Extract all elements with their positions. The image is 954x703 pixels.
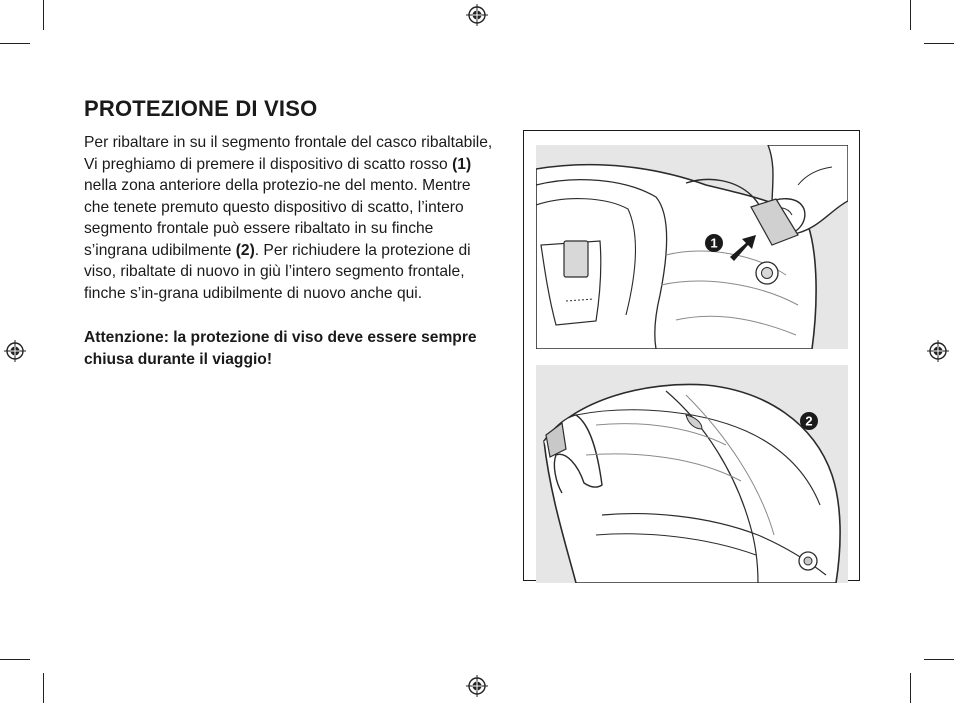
registration-mark-top-icon [466, 4, 488, 26]
warning-text: Attenzione: la protezione di viso deve essere sempre chiusa durante il viaggio! [84, 329, 477, 368]
illustration-release-button [536, 145, 848, 349]
section-title: PROTEZIONE DI VISO [84, 96, 318, 121]
crop-mark-top-right-h [924, 43, 954, 44]
crop-mark-bottom-left-h [0, 659, 30, 660]
instructions-text-1: Per ribaltare in su il segmento frontale del casco ribaltabile, Vi preghiamo di premere il dispositivo di scatto rosso [84, 134, 493, 173]
illustration-frame [523, 130, 860, 581]
reference-2: (2) [235, 241, 255, 259]
instructions-text-3: . Per richiudere la protezione di viso, ribaltate di nuovo in giù l’intero segmento frontale, finche s’in-grana udibilmente di nuovo anche qui. [84, 241, 471, 302]
registration-mark-left-icon [4, 340, 26, 362]
instructions-paragraph [84, 132, 494, 304]
registration-mark-right-icon [927, 340, 949, 362]
crop-mark-bottom-right-h [924, 659, 954, 660]
crop-mark-top-left-v [43, 0, 44, 30]
crop-mark-top-right-v [910, 0, 911, 30]
callout-1: 1 [710, 235, 718, 251]
reference-1: (1) [452, 155, 472, 173]
crop-mark-top-left-h [0, 43, 30, 44]
crop-mark-bottom-right-v [910, 673, 911, 703]
instructions-text-2: nella zona anteriore della protezio-ne del mento. Mentre che tenete premuto questo dispositivo di scatto, l’intero segmento frontale può essere ribaltato in su finche s’ingrana udibilmente [84, 177, 471, 259]
illustration-chin-guard-raised [536, 365, 848, 583]
crop-mark-bottom-left-v [43, 673, 44, 703]
registration-mark-bottom-icon [466, 675, 488, 697]
callout-2: 2 [805, 413, 813, 429]
